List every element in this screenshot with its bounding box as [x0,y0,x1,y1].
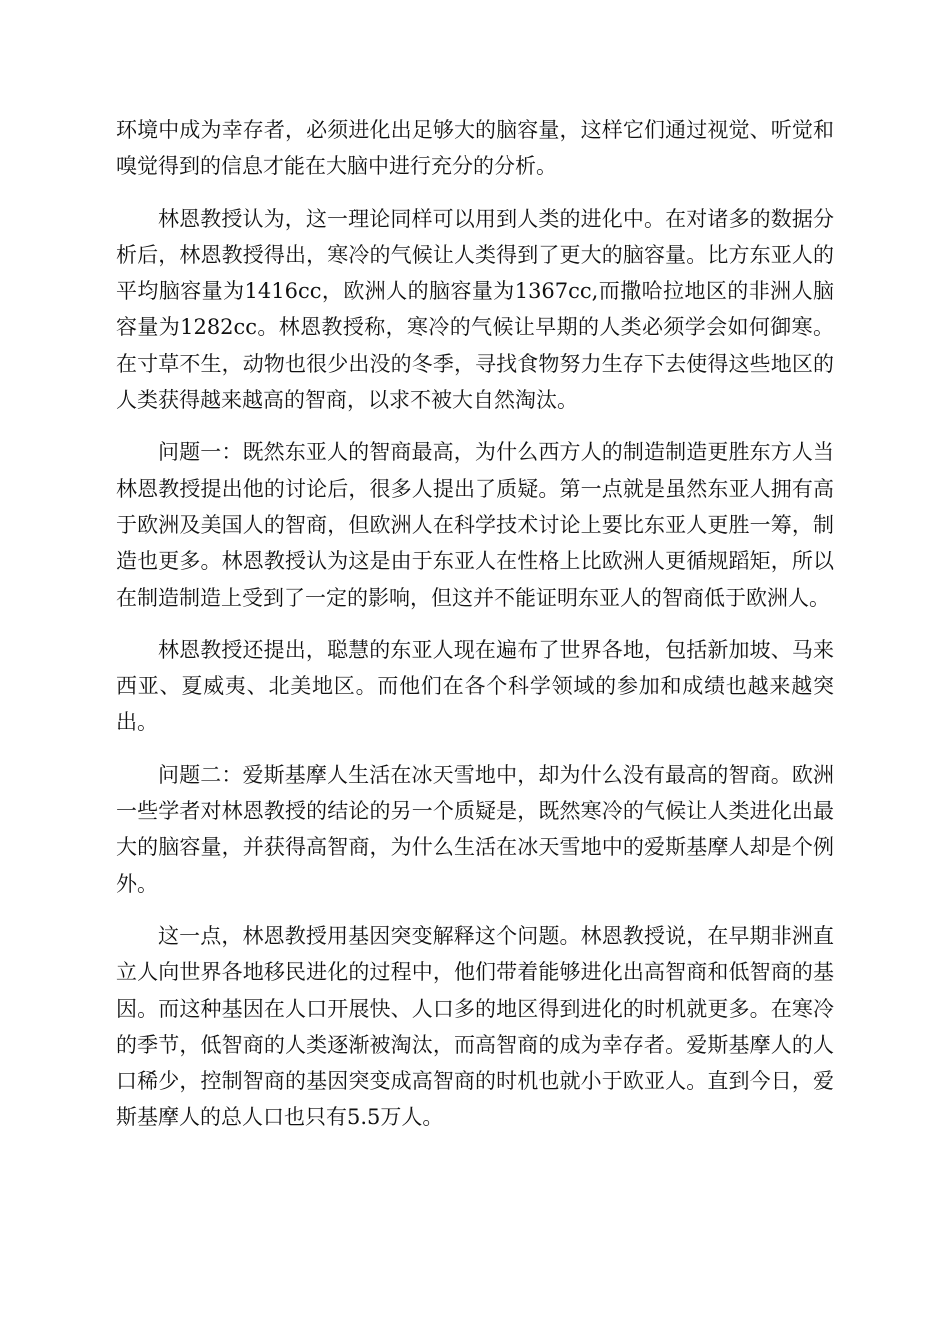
paragraph-question-two: 问题二：爱斯基摩人生活在冰天雪地中，却为什么没有最高的智商。欧洲一些学者对林恩教授的结论的另一个质疑是，既然寒冷的气候让人类进化出最大的脑容量，并获得高智商，为什么生活在冰天雪地中的爱斯基摩人却是个例外。 [116,762,834,896]
paragraph-continued: 环境中成为幸存者，必须进化出足够大的脑容量，这样它们通过视觉、听觉和嗅觉得到的信息才能在大脑中进行充分的分析。 [116,118,834,179]
paragraph-question-one: 问题一：既然东亚人的智商最高，为什么西方人的制造制造更胜东方人当林恩教授提出他的讨论后，很多人提出了质疑。第一点就是虽然东亚人拥有高于欧洲及美国人的智商，但欧洲人在科学技术讨论上要比东亚人更胜一筹，制造也更多。林恩教授认为这是由于东亚人在性格上比欧洲人更循规蹈矩，所以在制造制造上受到了一定的影响，但这并不能证明东亚人的智商低于欧洲人。 [116,440,834,610]
paragraph-brain-volume-theory: 林恩教授认为，这一理论同样可以用到人类的进化中。在对诸多的数据分析后，林恩教授得出，寒冷的气候让人类得到了更大的脑容量。比方东亚人的平均脑容量为1416cc，欧洲人的脑容量为1367cc,而撒哈拉地区的非洲人脑容量为1282cc。林恩教授称，寒冷的气候让早期的人类必须学会如何御寒。在寸草不生，动物也很少出没的冬季，寻找食物努力生存下去使得这些地区的人类获得越来越高的智商，以求不被大自然淘汰。 [116,206,834,413]
paragraph-east-asians-worldwide: 林恩教授还提出，聪慧的东亚人现在遍布了世界各地，包括新加坡、马来西亚、夏威夷、北美地区。而他们在各个科学领域的参加和成绩也越来越突出。 [116,637,834,735]
paragraph-gene-mutation: 这一点，林恩教授用基因突变解释这个问题。林恩教授说，在早期非洲直立人向世界各地移民进化的过程中，他们带着能够进化出高智商和低智商的基因。而这种基因在人口开展快、人口多的地区得到进化的时机就更多。在寒冷的季节，低智商的人类逐渐被淘汰，而高智商的成为幸存者。爱斯基摩人的人口稀少，控制智商的基因突变成高智商的时机也就小于欧亚人。直到今日，爱斯基摩人的总人口也只有5.5万人。 [116,923,834,1130]
document-page [116,112,834,1152]
